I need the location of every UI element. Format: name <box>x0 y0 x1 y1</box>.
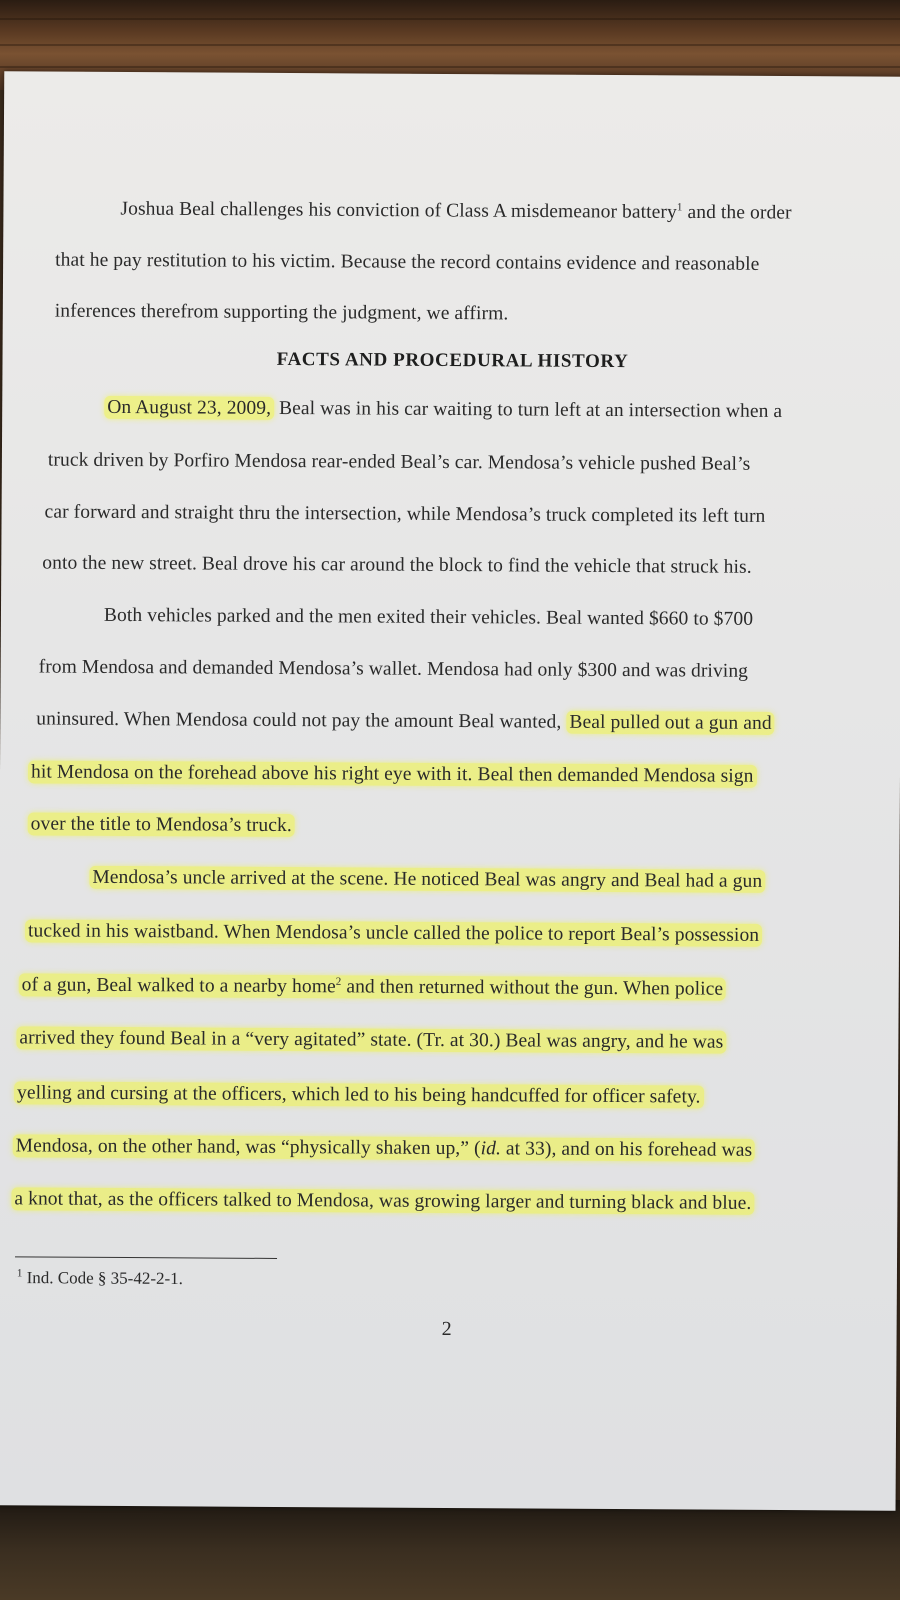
para1-line-4: onto the new street. Beal drove his car around the block to find the vehicle that struck his. <box>42 552 752 578</box>
wood-grain <box>0 66 900 68</box>
para3-line-1 <box>89 867 899 894</box>
opening-line-3: inferences therefrom supporting the judgment, we affirm. <box>54 300 509 325</box>
para3-line-3 <box>19 973 899 1001</box>
wood-grain <box>0 44 900 46</box>
para2-line-4 <box>28 761 900 788</box>
para2-line-5 <box>28 813 900 840</box>
highlighted-text <box>19 973 727 1000</box>
para2-line-2: from Mendosa and demanded Mendosa’s wallet. Mendosa had only $300 and was driving <box>38 656 749 682</box>
italic-citation: id. <box>480 1138 502 1160</box>
text-run: at 33), and on his forehead was <box>500 1138 753 1161</box>
highlighted-text: a knot that, as the officers talked to Mendosa, was growing larger and turning black and blue. <box>11 1187 754 1215</box>
section-heading: FACTS AND PROCEDURAL HISTORY <box>276 348 629 373</box>
para2-line-1: Both vehicles parked and the men exited their vehicles. Beal wanted $660 to $700 <box>103 604 754 630</box>
para1-line-1 <box>104 397 900 424</box>
para2-line-3 <box>36 708 900 735</box>
footnote-text: Ind. Code § 35-42-2-1. <box>22 1268 184 1289</box>
highlighted-text: tucked in his waistband. When Mendosa’s uncle called the police to report Beal’s possession <box>25 919 762 947</box>
opening-line-1 <box>120 198 900 225</box>
text-run: and then returned without the gun. When police <box>341 975 724 1000</box>
highlighted-text: Mendosa’s uncle arrived at the scene. He noticed Beal was angry and Beal had a gun <box>89 866 765 893</box>
para3-line-4 <box>16 1027 898 1054</box>
para1-line-3: car forward and straight thru the intersection, while Mendosa’s truck completed its left turn <box>44 501 766 527</box>
footnote-ref: 2 <box>335 975 342 988</box>
highlighted-text <box>13 1134 756 1162</box>
footnote-mark: 1 <box>16 1267 23 1280</box>
text-run: and the order <box>682 201 792 224</box>
highlighted-text: over the title to Mendosa’s truck. <box>28 812 295 837</box>
footnote-divider <box>15 1256 277 1259</box>
text-run: of a gun, Beal walked to a nearby home <box>21 973 336 997</box>
highlighted-text: Beal pulled out a gun and <box>566 711 774 735</box>
highlighted-text: arrived they found Beal in a “very agitated” state. (Tr. at 30.) Beal was angry, and he was <box>16 1026 726 1053</box>
para3-line-2 <box>25 920 899 947</box>
text-run: Joshua Beal challenges his conviction of Class A misdemeanor battery <box>120 198 677 223</box>
opening-line-2: that he pay restitution to his victim. Because the record contains evidence and reasonable <box>55 249 760 275</box>
wood-grain <box>0 18 900 20</box>
dark-surface-bottom <box>0 1500 900 1600</box>
page-number: 2 <box>441 1317 452 1341</box>
para3-line-6 <box>13 1135 898 1162</box>
highlighted-text: hit Mendosa on the forehead above his right eye with it. Beal then demanded Mendosa sign <box>28 760 757 787</box>
text-run: Beal was in his car waiting to turn left at an intersection when a <box>274 397 783 423</box>
highlighted-text: yelling and cursing at the officers, which led to his being handcuffed for officer safety. <box>14 1081 704 1108</box>
para1-line-2: truck driven by Porfiro Mendosa rear-ended Beal’s car. Mendosa’s vehicle pushed Beal’s <box>47 449 751 475</box>
para3-line-5 <box>14 1082 898 1109</box>
footnote-ref: 1 <box>676 201 683 214</box>
highlighted-text: On August 23, 2009, <box>104 396 274 420</box>
text-run: uninsured. When Mendosa could not pay the amount Beal wanted, <box>36 708 567 733</box>
text-run: Mendosa, on the other hand, was “physically shaken up,” ( <box>15 1135 481 1160</box>
document-page <box>0 71 900 1510</box>
para3-line-7 <box>11 1188 897 1215</box>
footnote-1 <box>17 1267 183 1289</box>
